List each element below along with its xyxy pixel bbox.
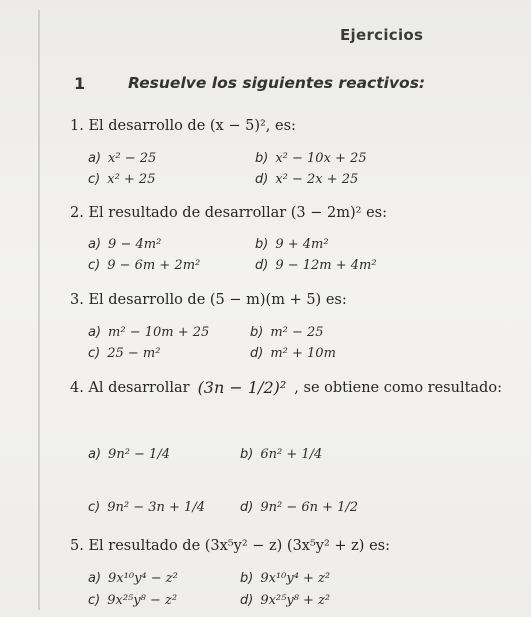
q3-option-a — [88, 325, 209, 340]
question-4-expression: (3n − 1/2)² — [197, 378, 287, 397]
q2-option-b — [255, 237, 329, 252]
question-4-suffix: , se obtiene como resultado: — [294, 379, 502, 396]
q3-option-b — [250, 325, 324, 340]
option-label: a) — [88, 447, 102, 462]
question-4-prefix: 4. Al desarrollar — [70, 379, 190, 396]
option-text: 9n² − 1/4 — [108, 447, 170, 462]
option-label: d) — [240, 593, 254, 608]
option-text: x² − 25 — [108, 151, 157, 166]
option-text: 6n² + 1/4 — [260, 447, 323, 462]
option-text: 9 − 12m + 4m² — [275, 258, 377, 273]
q4-option-c — [88, 500, 205, 515]
question-5: 5. El resultado de (3x⁵y² − z) (3x⁵y² + z) es: — [70, 538, 390, 554]
option-label: a) — [88, 237, 102, 252]
page-title: Ejercicios — [340, 26, 424, 44]
option-text: 9 − 4m² — [108, 237, 162, 252]
q4-option-b — [240, 447, 322, 462]
q1-option-a — [88, 151, 156, 166]
option-label: b) — [240, 447, 254, 462]
question-1: 1. El desarrollo de (x − 5)², es: — [70, 118, 296, 134]
section-number: 1 — [74, 74, 86, 93]
q4-option-a — [88, 447, 170, 462]
section-title: Resuelve los siguientes reactivos: — [128, 74, 426, 92]
q2-option-a — [88, 237, 161, 252]
option-label: c) — [88, 500, 101, 515]
option-label: a) — [88, 151, 102, 166]
q4-option-d — [240, 500, 358, 515]
q1-option-d — [255, 172, 358, 187]
q5-option-b — [240, 571, 330, 586]
option-label: a) — [88, 325, 102, 340]
option-text: 9 + 4m² — [275, 237, 329, 252]
question-3: 3. El desarrollo de (5 − m)(m + 5) es: — [70, 292, 347, 308]
option-label: d) — [255, 172, 269, 187]
option-text: 9x²⁵y⁸ − z² — [107, 593, 178, 608]
option-text: x² − 2x + 25 — [275, 172, 359, 187]
q1-option-c — [88, 172, 155, 187]
q3-option-d — [250, 346, 336, 361]
option-text: 9 − 6m + 2m² — [107, 258, 201, 273]
q5-option-d — [240, 593, 330, 608]
option-label: d) — [240, 500, 254, 515]
option-text: x² + 25 — [107, 172, 156, 187]
option-label: c) — [88, 258, 101, 273]
q3-option-c — [88, 346, 160, 361]
option-text: m² − 25 — [270, 325, 324, 340]
option-label: d) — [255, 258, 269, 273]
option-text: m² + 10m — [270, 346, 336, 361]
option-label: b) — [255, 237, 269, 252]
option-text: m² − 10m + 25 — [108, 325, 210, 340]
option-text: 9x²⁵y⁸ + z² — [260, 593, 331, 608]
option-label: b) — [255, 151, 269, 166]
q2-option-c — [88, 258, 200, 273]
option-text: 9x¹⁰y⁴ − z² — [108, 571, 178, 586]
q1-option-b — [255, 151, 367, 166]
option-label: c) — [88, 346, 101, 361]
option-text: 25 − m² — [107, 346, 161, 361]
option-text: x² − 10x + 25 — [275, 151, 367, 166]
option-label: b) — [250, 325, 264, 340]
option-text: 9n² − 3n + 1/4 — [107, 500, 205, 515]
q5-option-c — [88, 593, 177, 608]
option-label: c) — [88, 593, 101, 608]
question-2: 2. El resultado de desarrollar (3 − 2m)² es: — [70, 205, 387, 221]
option-label: c) — [88, 172, 101, 187]
q5-option-a — [88, 571, 178, 586]
option-text: 9n² − 6n + 1/2 — [260, 500, 359, 515]
margin-line — [38, 10, 40, 610]
option-label: d) — [250, 346, 264, 361]
option-text: 9x¹⁰y⁴ + z² — [260, 571, 331, 586]
option-label: a) — [88, 571, 102, 586]
option-label: b) — [240, 571, 254, 586]
question-4 — [70, 378, 502, 397]
q2-option-d — [255, 258, 377, 273]
